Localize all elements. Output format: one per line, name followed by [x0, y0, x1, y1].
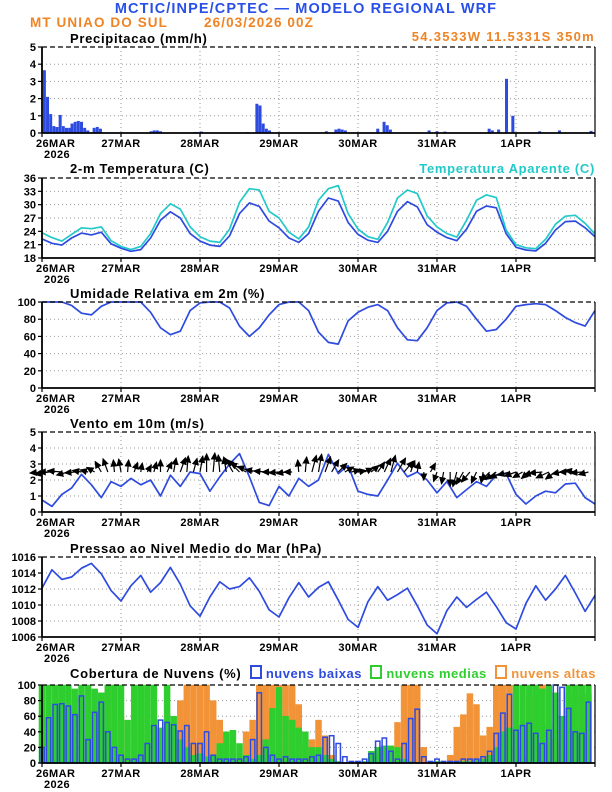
x-tick-label: 27MAR — [101, 263, 141, 275]
x-tick-label: 28MAR — [180, 138, 220, 150]
x-tick-label: 30MAR — [338, 138, 378, 150]
x-tick-label: 26MAR — [36, 768, 76, 780]
panel-title-temperature: 2-m Temperatura (C) — [70, 161, 210, 176]
y-tick-label: 4 — [29, 59, 36, 72]
wind-arrow — [187, 456, 188, 472]
wind-arrow — [481, 472, 483, 483]
x-tick-label: 1APR — [500, 642, 532, 654]
precip-bar — [49, 114, 52, 133]
wind-arrow — [312, 456, 316, 472]
wind-arrow — [193, 458, 197, 472]
precip-bar — [71, 124, 74, 133]
wind-arrow — [119, 459, 121, 472]
cloud-bar-nuvens-medias — [125, 720, 131, 763]
y-tick-label: 2 — [29, 475, 36, 487]
wind-arrow — [571, 472, 582, 473]
cloud-bar-nuvens-medias — [283, 716, 289, 763]
legend-low-clouds: nuvens baixas — [250, 665, 362, 681]
run-datetime: 26/03/2026 00Z — [204, 15, 314, 30]
precip-bar — [80, 122, 83, 133]
series-line-Pressao-ao-nivel-medio-do-mar — [42, 563, 595, 633]
x-tick-label: 27MAR — [101, 393, 141, 405]
precip-bar — [262, 124, 265, 133]
x-axis-year-label: 2026 — [44, 274, 71, 286]
panel-title-precipitation: Precipitacao (mm/h) — [70, 31, 208, 46]
cloud-bar-nuvens-altas — [460, 715, 466, 763]
y-tick-label: 1014 — [11, 568, 36, 580]
wind-arrow — [305, 457, 306, 472]
x-tick-label: 29MAR — [259, 263, 299, 275]
low-clouds-swatch-icon — [250, 665, 262, 679]
legend-mid-clouds: nuvens medias — [370, 665, 486, 681]
y-tick-label: 2 — [29, 93, 36, 106]
wind-arrow — [430, 463, 435, 472]
precip-bar — [96, 127, 99, 133]
y-tick-label: 80 — [23, 695, 36, 708]
x-tick-label: 1APR — [500, 517, 532, 529]
precip-bar — [383, 122, 386, 133]
series-line-2-m-Temperatura-(C) — [42, 198, 595, 251]
wind-arrow — [167, 462, 172, 472]
y-tick-label: 24 — [23, 226, 36, 239]
precip-bar — [56, 127, 59, 133]
x-tick-label: 27MAR — [101, 642, 141, 654]
wind-arrow — [417, 462, 419, 472]
cloud-panel-header — [70, 665, 596, 681]
panel-title-clouds: Cobertura de Nuvens (%) — [70, 666, 242, 681]
precip-bar — [59, 115, 62, 133]
wind-arrow — [147, 465, 151, 472]
precip-bar — [62, 126, 65, 133]
x-tick-label: 31MAR — [417, 768, 457, 780]
x-tick-label: 28MAR — [180, 768, 220, 780]
y-tick-label: 18 — [23, 253, 36, 265]
wind-arrow — [128, 460, 129, 472]
cloud-bar-nuvens-medias — [296, 728, 302, 763]
y-tick-label: 1008 — [11, 616, 36, 628]
y-tick-label: 3 — [29, 76, 36, 89]
cloud-bar-nuvens-baixas — [343, 757, 347, 763]
y-tick-label: 1006 — [11, 632, 36, 644]
x-tick-label: 30MAR — [338, 517, 378, 529]
wind-arrow — [95, 462, 101, 472]
x-tick-label: 31MAR — [417, 138, 457, 150]
panel-title-pressure: Pressao ao Nivel Medio do Mar (hPa) — [70, 541, 323, 556]
precip-bar — [52, 126, 55, 133]
y-tick-label: 100 — [17, 680, 36, 692]
x-tick-label: 31MAR — [417, 642, 457, 654]
precip-bar — [255, 104, 258, 133]
x-tick-label: 26MAR — [36, 517, 76, 529]
cloud-bar-nuvens-medias — [302, 732, 308, 763]
x-tick-label: 31MAR — [417, 517, 457, 529]
y-tick-label: 1 — [29, 110, 36, 123]
x-tick-label: 1APR — [500, 138, 532, 150]
cloud-bar-nuvens-medias — [276, 687, 282, 763]
y-tick-label: 20 — [23, 365, 36, 378]
wind-arrow — [113, 460, 114, 472]
station-run-line — [30, 15, 314, 30]
wind-arrow — [180, 458, 185, 472]
y-tick-label: 40 — [23, 726, 36, 739]
y-tick-label: 1 — [29, 491, 36, 503]
wind-arrow — [384, 458, 390, 472]
high-clouds-swatch-icon — [495, 665, 507, 679]
x-tick-label: 31MAR — [417, 263, 457, 275]
x-tick-label: 1APR — [500, 263, 532, 275]
y-tick-label: 4 — [29, 443, 36, 455]
y-tick-label: 36 — [23, 173, 36, 185]
cloud-bar-nuvens-medias — [289, 720, 295, 763]
x-tick-label: 30MAR — [338, 768, 378, 780]
y-tick-label: 30 — [23, 199, 36, 212]
y-tick-label: 80 — [23, 314, 36, 327]
wind-arrow — [441, 472, 443, 484]
wind-arrow — [453, 472, 457, 486]
x-tick-label: 29MAR — [259, 517, 299, 529]
cloud-bar-nuvens-medias — [223, 732, 229, 763]
x-axis-year-label: 2026 — [44, 653, 71, 665]
precip-bar — [259, 105, 262, 133]
y-tick-label: 60 — [23, 711, 36, 724]
wind-arrow — [103, 459, 108, 472]
y-tick-label: 0 — [29, 383, 36, 395]
cloud-bar-nuvens-medias — [131, 685, 137, 763]
y-tick-label: 5 — [29, 42, 36, 54]
wind-arrow — [218, 455, 219, 472]
mid-clouds-swatch-icon — [370, 665, 382, 679]
y-tick-label: 0 — [29, 758, 36, 770]
x-tick-label: 28MAR — [180, 393, 220, 405]
cloud-bar-nuvens-medias — [230, 730, 236, 763]
x-tick-label: 26MAR — [36, 138, 76, 150]
x-tick-label: 28MAR — [180, 642, 220, 654]
model-header-title: MCTIC/INPE/CPTEC — MODELO REGIONAL WRF — [114, 1, 498, 17]
x-tick-label: 28MAR — [180, 263, 220, 275]
wind-arrow — [529, 472, 542, 473]
x-axis-year-label: 2026 — [44, 149, 71, 161]
y-tick-label: 20 — [23, 742, 36, 755]
precip-bar — [386, 125, 389, 133]
cloud-bar-nuvens-altas — [210, 701, 216, 763]
wind-arrow — [87, 468, 95, 473]
x-tick-label: 29MAR — [259, 393, 299, 405]
x-tick-label: 27MAR — [101, 768, 141, 780]
cloud-bar-nuvens-medias — [138, 685, 144, 763]
y-tick-label: 60 — [23, 331, 36, 344]
x-tick-label: 29MAR — [259, 138, 299, 150]
x-tick-label: 30MAR — [338, 642, 378, 654]
cloud-bar-nuvens-altas — [474, 705, 480, 764]
y-tick-label: 21 — [23, 239, 36, 252]
y-tick-label: 0 — [29, 128, 36, 140]
x-axis-year-label: 2026 — [44, 404, 71, 416]
precip-bar — [77, 121, 80, 133]
precip-bar — [46, 97, 49, 133]
x-tick-label: 31MAR — [417, 393, 457, 405]
location-coords: 54.3533W 11.5331S 350m — [411, 29, 595, 44]
x-axis-year-label: 2026 — [44, 779, 71, 791]
y-tick-label: 5 — [29, 427, 36, 439]
x-tick-label: 26MAR — [36, 263, 76, 275]
x-tick-label: 26MAR — [36, 642, 76, 654]
x-tick-label: 29MAR — [259, 642, 299, 654]
y-tick-label: 0 — [29, 507, 36, 519]
wind-arrow — [298, 460, 299, 472]
cloud-bar-nuvens-medias — [118, 685, 124, 763]
legend-high-clouds: nuvens altas — [495, 665, 596, 681]
x-tick-label: 26MAR — [36, 393, 76, 405]
precip-bar — [43, 70, 46, 133]
wind-arrow — [141, 463, 143, 472]
precip-bar — [505, 79, 508, 133]
x-tick-label: 27MAR — [101, 138, 141, 150]
x-tick-label: 27MAR — [101, 517, 141, 529]
cloud-bar-nuvens-baixas — [336, 744, 340, 764]
y-tick-label: 33 — [23, 186, 36, 199]
y-tick-label: 100 — [17, 297, 36, 309]
wind-arrow — [319, 454, 322, 472]
series-line-Velocidade-do-vento — [42, 454, 595, 507]
y-tick-label: 27 — [23, 213, 36, 225]
panel-title-humidity: Umidade Relativa em 2m (%) — [70, 286, 266, 301]
wind-arrow — [174, 458, 176, 472]
x-axis-year-label: 2026 — [44, 528, 71, 540]
y-tick-label: 3 — [29, 459, 36, 471]
panel-title-wind: Vento em 10m (m/s) — [70, 416, 205, 431]
x-tick-label: 30MAR — [338, 263, 378, 275]
y-tick-label: 1010 — [11, 600, 36, 612]
legend-apparent-temperature: Temperatura Aparente (C) — [419, 161, 595, 176]
cloud-bar-nuvens-altas — [454, 727, 460, 763]
x-tick-label: 29MAR — [259, 768, 299, 780]
x-tick-label: 1APR — [500, 393, 532, 405]
station-name: MT UNIAO DO SUL — [30, 15, 168, 30]
precip-bar — [74, 122, 77, 133]
precip-bar — [511, 116, 514, 133]
x-tick-label: 1APR — [500, 768, 532, 780]
y-tick-label: 40 — [23, 348, 36, 361]
wind-arrow — [213, 453, 215, 472]
cloud-bar-nuvens-altas — [467, 694, 473, 763]
y-tick-label: 1016 — [11, 552, 36, 564]
series-line-Umidade-Relativa-em-2m-(%) — [42, 302, 595, 344]
y-tick-label: 1012 — [11, 584, 36, 596]
wind-arrow — [434, 472, 437, 481]
x-tick-label: 28MAR — [180, 517, 220, 529]
wind-arrow — [456, 472, 463, 484]
x-tick-label: 30MAR — [338, 393, 378, 405]
